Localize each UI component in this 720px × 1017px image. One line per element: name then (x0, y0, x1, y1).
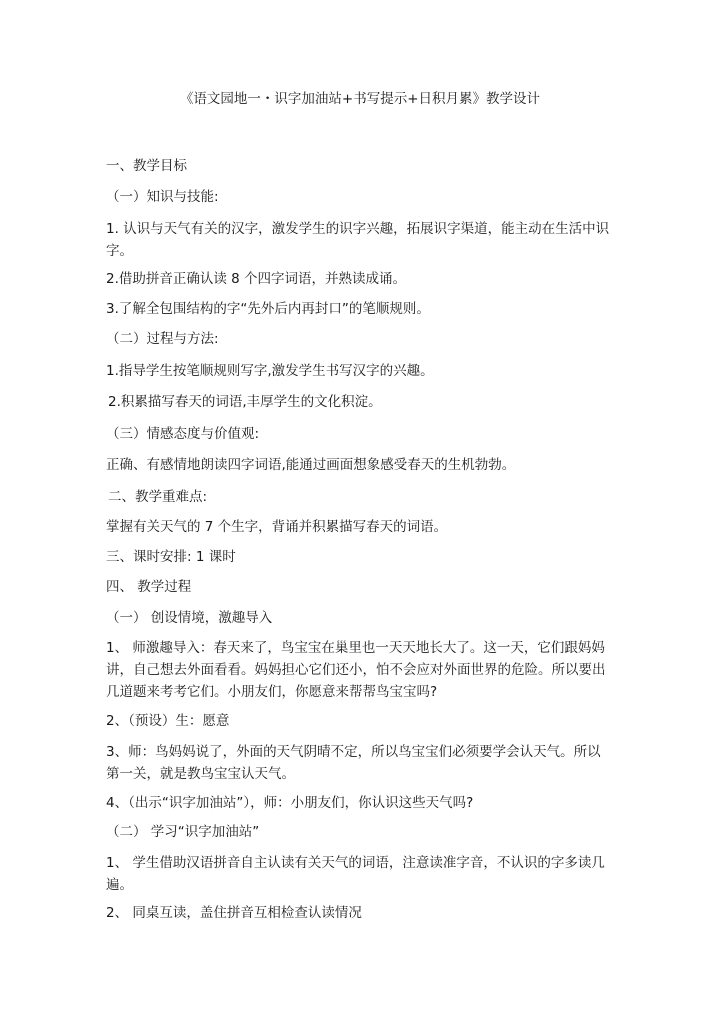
subheading-create-scene: （一） 创设情境，激趣导入 (106, 610, 273, 626)
heading-schedule: 三、课时安排: 1 课时 (106, 549, 236, 565)
paragraph-step-1: 1、 师激趣导入：春天来了，鸟宝宝在巢里也一天天地长大了。这一天，它们跟妈妈讲，自己想去外面看看。妈妈担心它们还小，怕不会应对外面世界的危险。所以要出几道题来考考它们。小朋友们，你愿意来帮帮鸟宝宝吗? (106, 640, 606, 700)
doc-title: 《语文园地一・识字加油站+书写提示+日积月累》教学设计 (179, 91, 541, 107)
subheading-knowledge-skills: （一）知识与技能: (106, 189, 219, 205)
subheading-process-methods: （二）过程与方法: (106, 331, 219, 347)
paragraph-method-1: 1.指导学生按笔顺规则写字,激发学生书写汉字的兴趣。 (106, 363, 434, 379)
paragraph-step-2: 2、（预设）生：愿意 (106, 713, 230, 729)
paragraph-learn-2: 2、 同桌互读，盖住拼音互相检查认读情况 (106, 905, 362, 921)
subheading-emotion-values: （三）情感态度与价值观: (106, 426, 260, 442)
paragraph-emotion: 正确、有感情地朗读四字词语,能通过画面想象感受春天的生机勃勃。 (106, 457, 516, 473)
paragraph-learn-1: 1、 学生借助汉语拼音自主认读有关天气的词语，注意读准字音，不认识的字多读几遍。 (106, 855, 605, 893)
paragraph-step-3: 3、师：鸟妈妈说了，外面的天气阴晴不定，所以鸟宝宝们必须要学会认天气。所以第一关，就是教鸟宝宝认天气。 (106, 744, 601, 782)
heading-teaching-goals: 一、教学目标 (106, 158, 187, 174)
paragraph-step-4: 4、（出示“识字加油站”），师：小朋友们，你认识这些天气吗? (106, 795, 474, 811)
heading-key-points: 二、教学重难点: (108, 489, 208, 505)
paragraph-method-2: 2.积累描写春天的词语,丰厚学生的文化积淀。 (108, 394, 382, 410)
paragraph-goal-1: 1. 认识与天气有关的汉字，激发学生的识字兴趣，拓展识字渠道，能主动在生活中识字。 (106, 221, 610, 259)
paragraph-goal-3: 3.了解全包围结构的字“先外后内再封口”的笔顺规则。 (106, 301, 430, 317)
paragraph-key-points: 掌握有关天气的 7 个生字，背诵并积累描写春天的词语。 (106, 519, 448, 535)
heading-process: 四、 教学过程 (106, 579, 192, 595)
paragraph-goal-2: 2.借助拼音正确认读 8 个四字词语，并熟读成诵。 (106, 271, 407, 287)
subheading-learn-station: （二） 学习“识字加油站” (106, 824, 260, 840)
